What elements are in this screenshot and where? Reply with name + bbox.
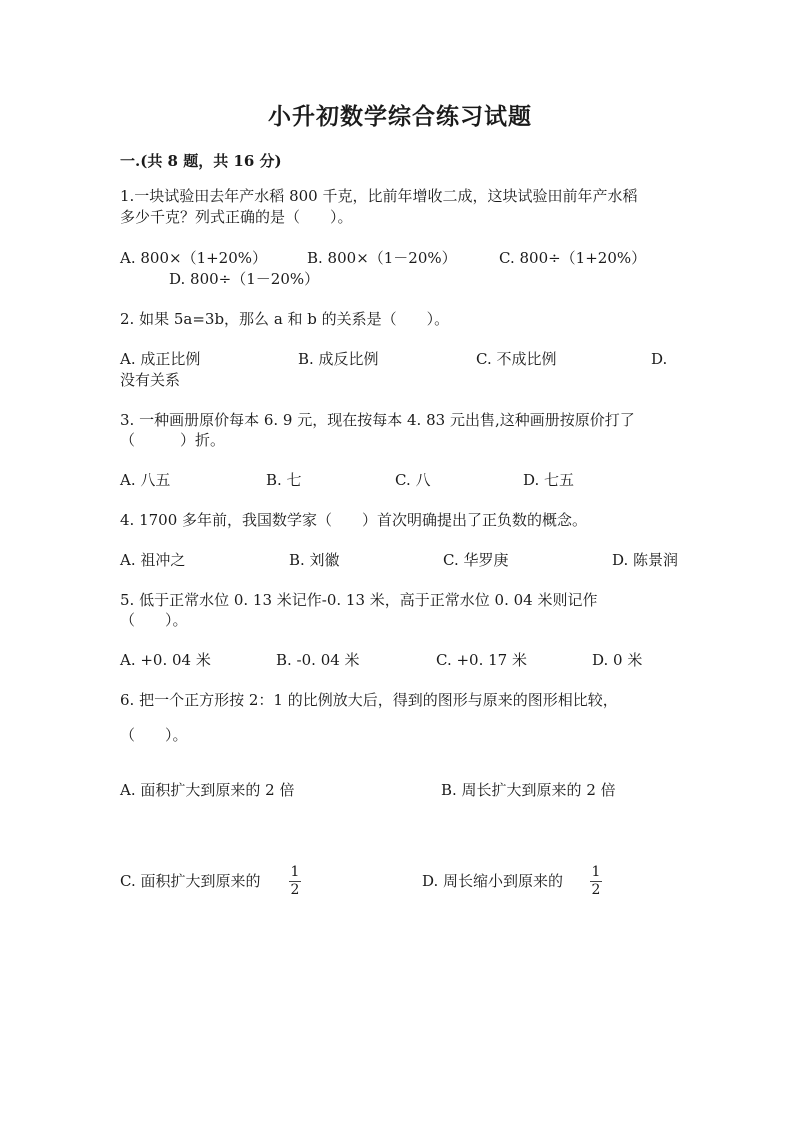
question-6-stem-line-1: 6. 把一个正方形按 2：1 的比例放大后，得到的图形与原来的图形相比较，	[120, 691, 618, 709]
question-6-option-c[interactable]: C. 面积扩大到原来的	[120, 872, 261, 890]
question-5-option-d[interactable]: D. 0 米	[592, 651, 643, 669]
question-3-option-c[interactable]: C. 八	[395, 471, 431, 489]
question-2-option-d[interactable]: D.	[651, 350, 668, 368]
question-5-option-a[interactable]: A. +0. 04 米	[120, 651, 211, 669]
question-4-stem-line-1: 4. 1700 多年前，我国数学家（ ）首次明确提出了正负数的概念。	[120, 511, 588, 529]
question-6-option-d[interactable]: D. 周长缩小到原来的	[422, 872, 564, 890]
fraction-numerator: 1	[290, 864, 300, 880]
question-3-option-a[interactable]: A. 八五	[120, 471, 171, 489]
page-title: 小升初数学综合练习试题	[268, 103, 532, 130]
question-2-stem-line-1: 2. 如果 5a=3b，那么 a 和 b 的关系是（ ）。	[120, 310, 450, 328]
question-2-option-c[interactable]: C. 不成比例	[476, 350, 557, 368]
fraction-numerator: 1	[591, 864, 601, 880]
question-2-option-d-text[interactable]: 没有关系	[120, 371, 181, 389]
question-1-option-c[interactable]: C. 800÷（1+20%）	[499, 249, 647, 267]
fraction-denominator: 2	[591, 882, 601, 898]
question-4-option-b[interactable]: B. 刘徽	[289, 551, 340, 569]
question-6-option-b[interactable]: B. 周长扩大到原来的 2 倍	[441, 781, 616, 799]
question-2-option-a[interactable]: A. 成正比例	[120, 350, 201, 368]
fraction-denominator: 2	[290, 882, 300, 898]
section-heading: 一.(共 8 题，共 16 分)	[120, 152, 282, 170]
question-2-option-b[interactable]: B. 成反比例	[298, 350, 379, 368]
question-6-stem-line-2: （ ）。	[120, 726, 188, 744]
question-4-option-c[interactable]: C. 华罗庚	[443, 551, 509, 569]
question-1-stem-line-1: 1.一块试验田去年产水稻 800 千克，比前年增收二成，这块试验田前年产水稻	[120, 187, 638, 205]
question-3-option-b[interactable]: B. 七	[266, 471, 302, 489]
question-3-stem-line-2: （ ）折。	[120, 431, 226, 449]
question-1-stem-line-2: 多少千克？列式正确的是（ ）。	[120, 208, 353, 226]
question-4-option-d[interactable]: D. 陈景润	[612, 551, 679, 569]
question-5-stem-line-1: 5. 低于正常水位 0. 13 米记作-0. 13 米，高于正常水位 0. 04 米则记作	[120, 591, 598, 609]
question-5-stem-line-2: （ ）。	[120, 611, 188, 629]
question-3-option-d[interactable]: D. 七五	[523, 471, 575, 489]
question-4-option-a[interactable]: A. 祖冲之	[120, 551, 186, 569]
question-5-option-b[interactable]: B. -0. 04 米	[276, 651, 360, 669]
question-6-option-d-fraction	[588, 865, 604, 898]
question-1-option-b[interactable]: B. 800×（1－20%）	[307, 249, 457, 267]
question-5-option-c[interactable]: C. +0. 17 米	[436, 651, 527, 669]
question-1-option-d[interactable]: D. 800÷（1－20%）	[169, 270, 320, 288]
question-1-option-a[interactable]: A. 800×（1+20%）	[120, 249, 268, 267]
question-6-option-c-fraction	[287, 865, 303, 898]
question-6-option-a[interactable]: A. 面积扩大到原来的 2 倍	[120, 781, 295, 799]
question-3-stem-line-1: 3. 一种画册原价每本 6. 9 元，现在按每本 4. 83 元出售,这种画册按原价打了	[120, 411, 635, 429]
